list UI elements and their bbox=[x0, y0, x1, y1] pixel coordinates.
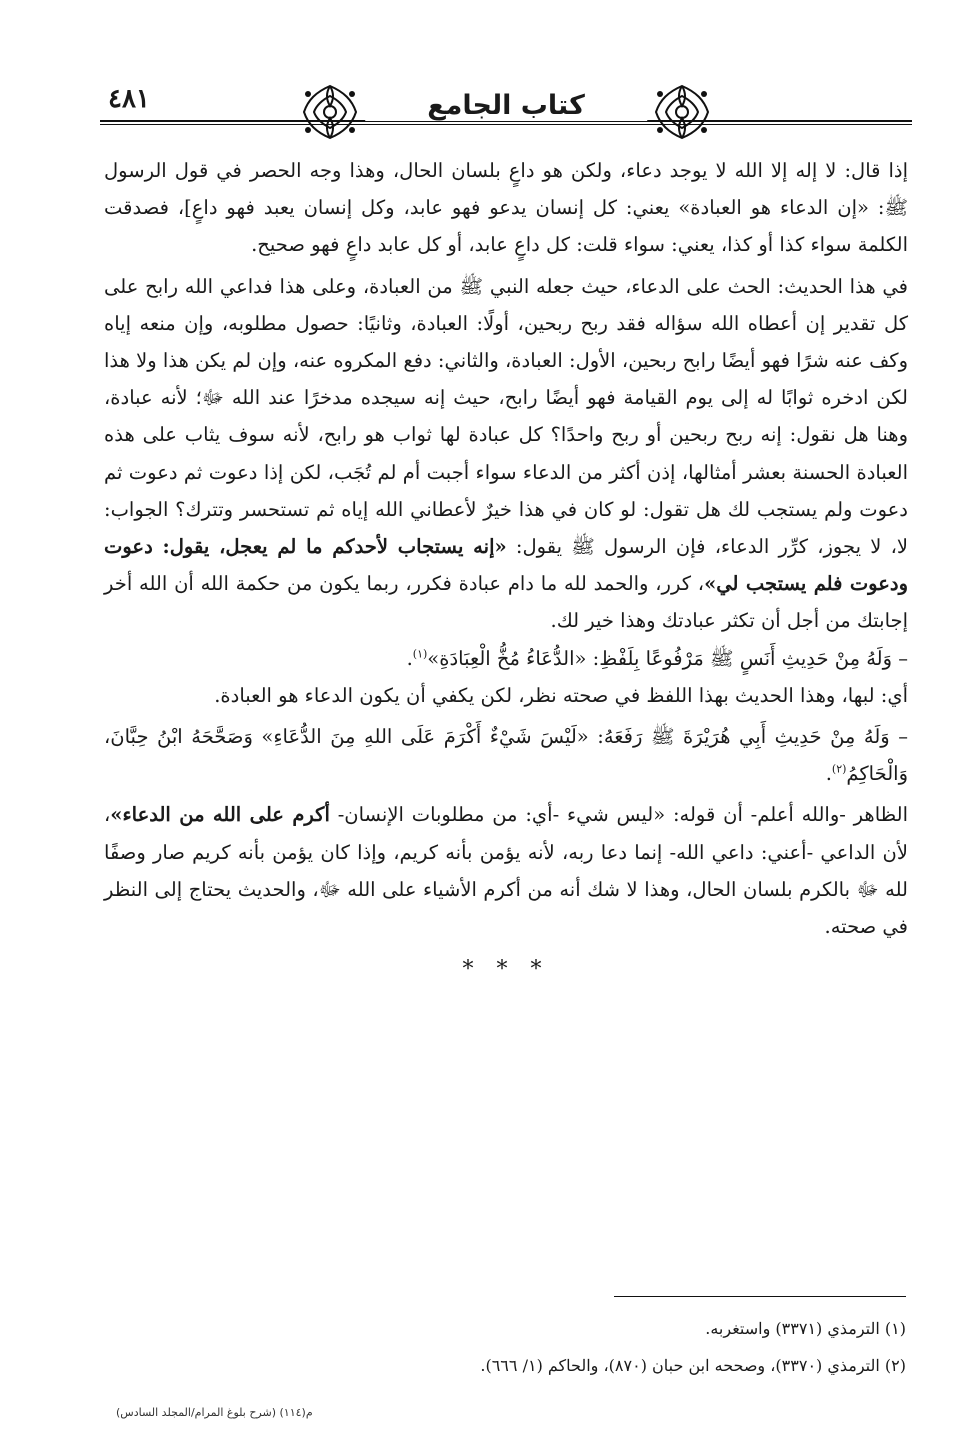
paragraph-2-end: ، كرر، والحمد لله ما دام عبادة فكرر، ربما يكون من حكمة الله أن الله أخر إجابتك من أجل أن تكثر عبادتك وهذا خير لك. bbox=[104, 572, 908, 633]
paragraph-2-text: في هذا الحديث: الحث على الدعاء، حيث جعله النبي ﷺ من العبادة، وعلى هذا فداعي الله رابح على كل تقدير إن أعطاه الله سؤاله فقد ربح ربحين، أولًا: العبادة، وثانيًا: حصول مطلوبه، وإن منعه إياه وكف عنه شرًا فهو أيضًا رابح ربحين، الأول: العبادة، والثاني: دفع المكروه عنه، وإن لم يكن هذا ولا هذا لكن ادخره ثوابًا له إلى يوم القيامة فهو أيضًا رابح، حيث إنه سيجده مدخرًا عند الله ﷻ؛ لأنه عبادة، وهنا هل نقول: إنه ربح ربحين أو ربح واحدًا؟ كل عبادة لها ثواب هو رابح، لأنه سوف يثاب على هذه العبادة الحسنة بعشر أمثالها، إذن أكثر من الدعاء سواء أجبت أم لم تُجَب، لكن إذا دعوت ثم دعوت ثم دعوت ولم يستجب لك هل تقول: لو كان في هذا خيرٌ لأعطاني الله إياه ثم تستحسر وتترك؟ الجواب: لا، لا يجوز، كرِّر الدعاء، فإن الرسول ﷺ يقول: bbox=[104, 274, 908, 559]
ornament-left-icon bbox=[300, 82, 360, 142]
hadith-anas-text: – وَلَهُ مِنْ حَدِيثِ أَنَسٍ ﷺ مَرْفُوعًا بِلَفْظِ: «الدُّعَاءُ مُخُّ الْعِبَادَةِ» bbox=[427, 646, 908, 670]
paragraph-4-bold: أكرم على الله من الدعاء» bbox=[110, 803, 330, 827]
page-number: ٤٨١ bbox=[104, 84, 154, 114]
header-rule-thin bbox=[100, 124, 912, 125]
paragraph-1: إذا قال: لا إله إلا الله لا يوجد دعاء، ولكن هو داعٍ بلسان الحال، وهذا وجه الحصر في قول الرسول ﷺ: «إن الدعاء هو العبادة» يعني: كل إنسان يدعو فهو عابد، وكل إنسان يعبد فهو داعٍ]، فصدقت الكلمة سواء كذا أو كذا، يعني: سواء قلت: كل داعٍ عابد، أو كل عابد داعٍ فهو صحيح. bbox=[104, 159, 908, 257]
paragraph-3: أي: لبها، وهذا الحديث بهذا اللفظ في صحته نظر، لكن يكفي أن يكون الدعاء هو العبادة. bbox=[214, 683, 908, 707]
ornament-right-icon bbox=[652, 82, 712, 142]
hadith-anas: – وَلَهُ مِنْ حَدِيثِ أَنَسٍ ﷺ مَرْفُوعًا بِلَفْظِ: «الدُّعَاءُ مُخُّ الْعِبَادَةِ»$^{(١)}$. bbox=[406, 646, 908, 670]
hadith-abu-hurayra-text: – وَلَهُ مِنْ حَدِيثِ أَبِي هُرَيْرَةَ ﷺ رَفَعَهُ: «لَيْسَ شَيْءٌ أَكْرَمَ عَلَى اللهِ مِنَ الدُّعَاءِ» وَصَحَّحَهُ ابْنُ حِبَّانَ، وَالْحَاكِمُ bbox=[104, 725, 908, 786]
section-divider-stars: * * * bbox=[462, 957, 550, 983]
hadith-abu-hurayra: – وَلَهُ مِنْ حَدِيثِ أَبِي هُرَيْرَةَ ﷺ رَفَعَهُ: «لَيْسَ شَيْءٌ أَكْرَمَ عَلَى اللهِ مِنَ الدُّعَاءِ» وَصَحَّحَهُ ابْنُ حِبَّانَ، وَالْحَاكِمُ$^{(٢)}$. bbox=[104, 725, 908, 786]
paragraph-4-start: الظاهر -والله أعلم- أن قوله: «ليس شيء -أي: من مطلوبات الإنسان- bbox=[337, 803, 908, 827]
hadith-quote: «إنه يستجاب لأحدكم ما لم يعجل، يقول: دعوت ودعوت فلم يستجب لي» bbox=[104, 535, 908, 596]
page-header bbox=[100, 78, 912, 150]
footnote-rule bbox=[614, 1296, 906, 1297]
page-body bbox=[104, 152, 908, 988]
paragraph-2 bbox=[104, 268, 908, 640]
paragraph-4 bbox=[104, 796, 908, 945]
footnote-1: (١) الترمذي (٣٣٧١) واستغربه. bbox=[705, 1319, 906, 1338]
page-signature: م(١١٤) (شرح بلوغ المرام/المجلد السادس) bbox=[116, 1406, 313, 1419]
footnote-ref-1[interactable]: (١) bbox=[412, 647, 428, 661]
footnotes bbox=[104, 1310, 906, 1384]
paragraph-4-end: ، لأن الداعي -أعني: داعي الله- إنما دعا ربه، لأنه يؤمن بأنه كريم، وإذا كان يؤمن بأنه كريم صار وصفًا لله ﷻ بالكرم بلسان الحال، وهذا لا شك أنه من أكرم الأشياء على الله ﷻ، والحديث يحتاج إلى النظر في صحته. bbox=[104, 803, 908, 939]
footnote-2: (٢) الترمذي (٣٣٧٠)، وصححه ابن حبان (٨٧٠)، والحاكم (١/ ٦٦٦). bbox=[480, 1356, 906, 1375]
running-title: كتاب الجامع bbox=[365, 90, 647, 121]
footnote-ref-2[interactable]: (٢) bbox=[831, 762, 847, 776]
